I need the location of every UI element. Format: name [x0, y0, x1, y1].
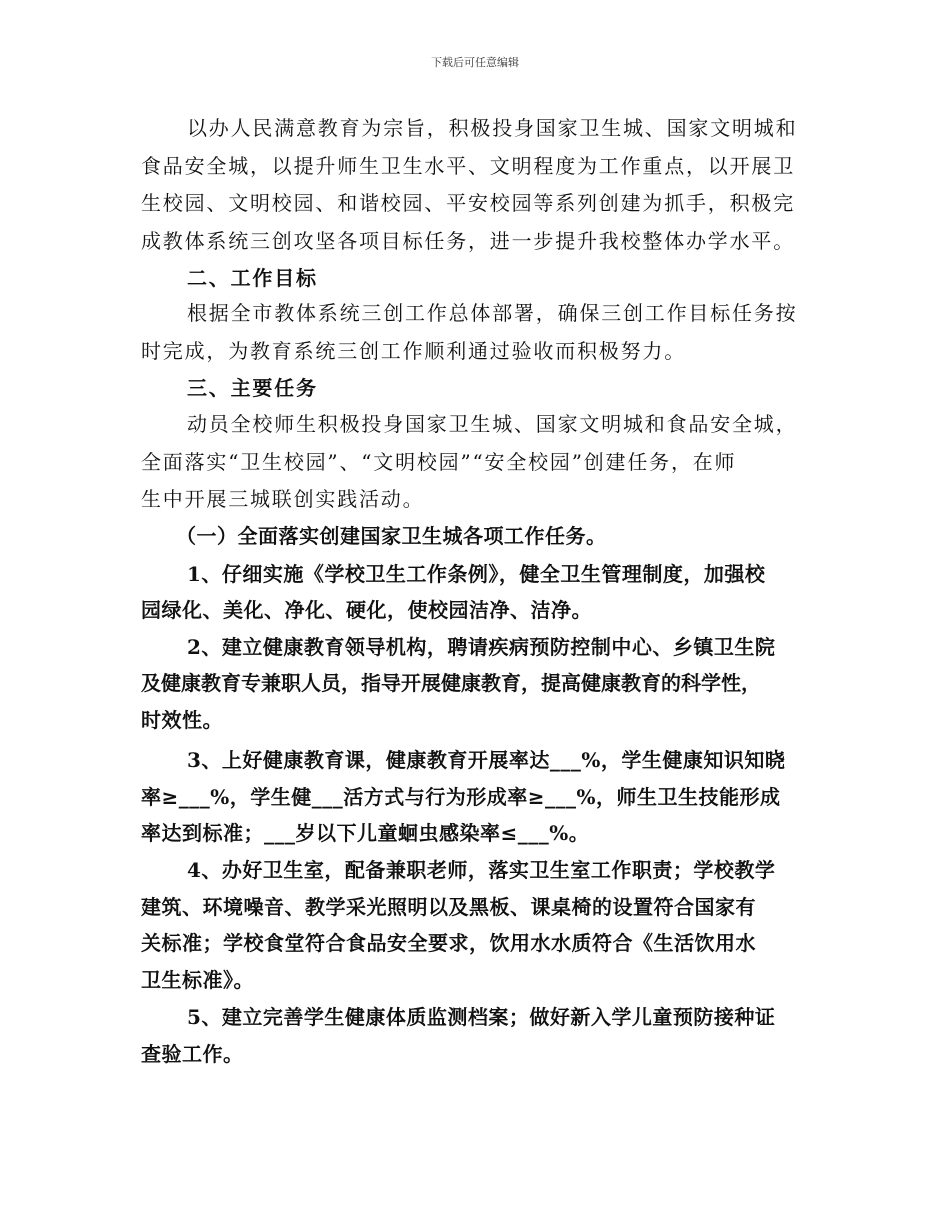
paragraph-line: 5、建立完善学生健康体质监测档案；做好新入学儿童预防接种证 [187, 1005, 776, 1029]
paragraph-line: 率达到标准；___岁以下儿童蛔虫感染率≤___%。 [141, 821, 590, 845]
paragraph-line: 生校园、文明校园、和谐校园、平安校园等系列创建为抓手，积极完 [141, 191, 795, 215]
paragraph-line: 率≥___%，学生健___活方式与行为形成率≥___%，师生卫生技能形成 [141, 785, 781, 809]
paragraph-line: 时效性。 [141, 708, 223, 732]
paragraph-line: 生中开展三城联创实践活动。 [141, 487, 425, 511]
paragraph-line: 园绿化、美化、净化、硬化，使校园洁净、洁净。 [141, 598, 592, 622]
section-heading: 二、工作目标 [187, 266, 318, 290]
paragraph-line: 3、上好健康教育课，健康教育开展率达___%，学生健康知识知晓 [187, 748, 786, 772]
paragraph-line: 时完成，为教育系统三创工作顺利通过验收而积极努力。 [141, 339, 686, 363]
paragraph-line: 及健康教育专兼职人员，指导开展健康教育，提高健康教育的科学性， [141, 671, 761, 695]
paragraph-line: 全面落实“卫生校园”、“文明校园”“安全校园”创建任务，在师 [141, 450, 737, 474]
paragraph-line: 根据全市教体系统三创工作总体部署，确保三创工作目标任务按 [187, 301, 798, 325]
paragraph-line: 动员全校师生积极投身国家卫生城、国家文明城和食品安全城， [187, 412, 798, 436]
paragraph-line: 食品安全城，以提升师生卫生水平、文明程度为工作重点，以开展卫 [141, 154, 795, 178]
paragraph-line: 查验工作。 [141, 1042, 244, 1066]
paragraph-line: 关标准；学校食堂符合食品安全要求，饮用水水质符合《生活饮用水 [141, 931, 756, 955]
paragraph-line: 2、建立健康教育领导机构，聘请疾病预防控制中心、乡镇卫生院 [187, 635, 776, 659]
paragraph-line: 4、办好卫生室，配备兼职老师，落实卫生室工作职责；学校教学 [187, 858, 776, 882]
paragraph-line: 卫生标准》。 [141, 968, 254, 992]
paragraph-line: 1、仔细实施《学校卫生工作条例》，健全卫生管理制度，加强校 [187, 562, 766, 586]
paragraph-line: 以办人民满意教育为宗旨，积极投身国家卫生城、国家文明城和 [187, 116, 798, 140]
subsection-heading: （一）全面落实创建国家卫生城各项工作任务。 [176, 524, 607, 548]
section-heading: 三、主要任务 [187, 376, 318, 400]
paragraph-line: 建筑、环境噪音、教学采光照明以及黑板、课桌椅的设置符合国家有 [141, 895, 756, 919]
paragraph-line: 成教体系统三创攻坚各项目标任务，进一步提升我校整体办学水平。 [141, 229, 795, 253]
page-header: 下载后可任意编辑 [431, 56, 519, 69]
